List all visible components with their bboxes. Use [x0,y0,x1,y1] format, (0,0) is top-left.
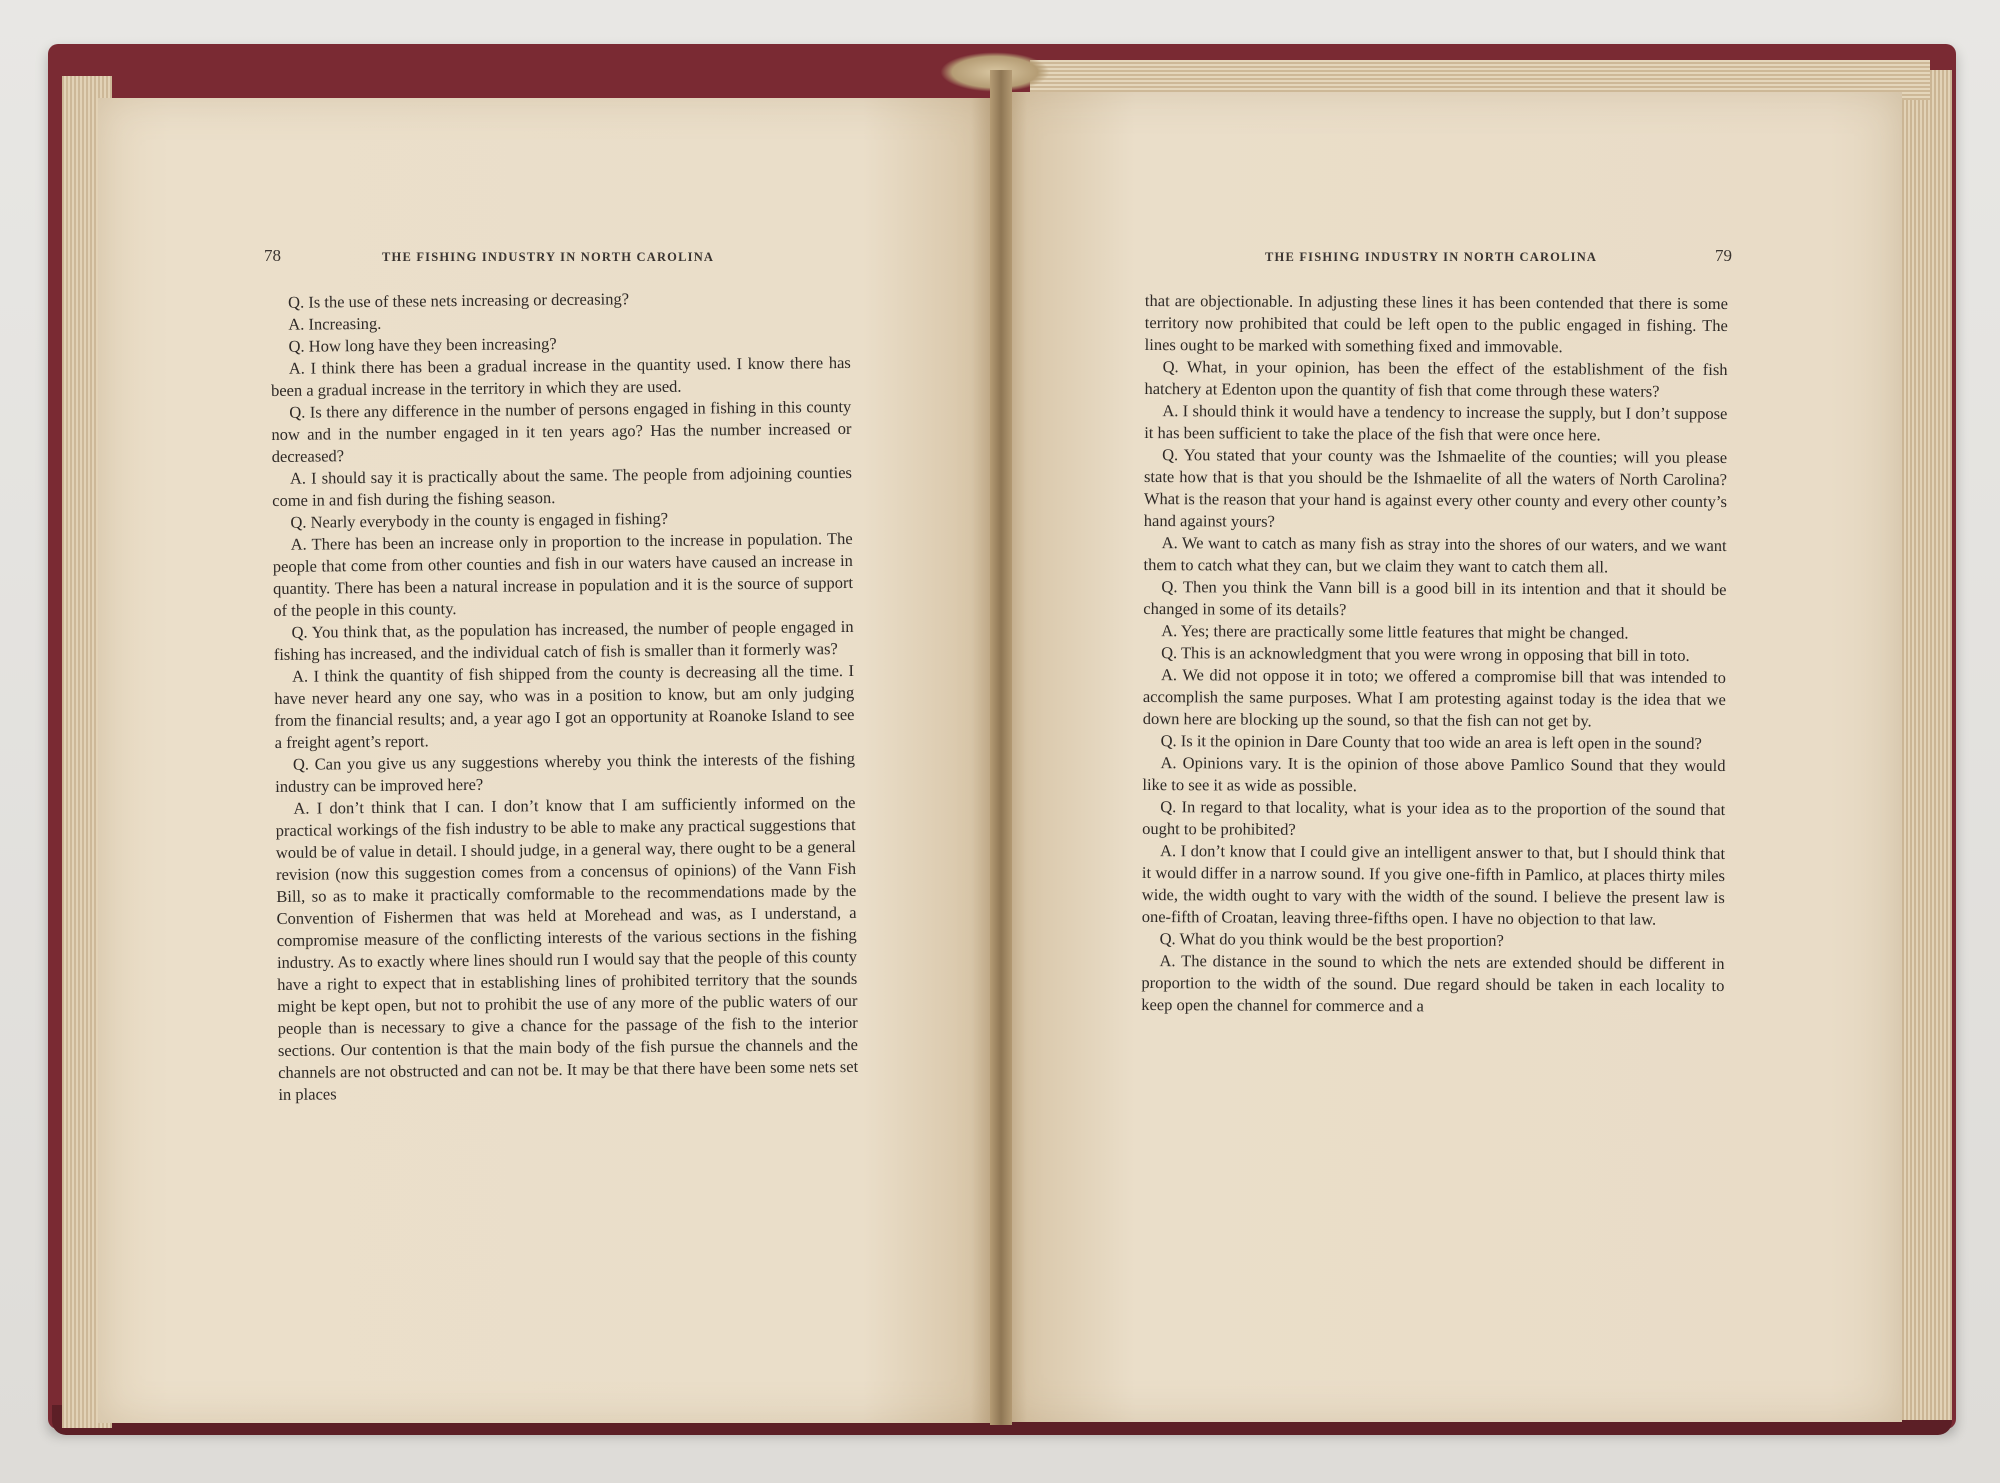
paragraph: Q. What, in your opinion, has been the effect of the establishment of the fish hatchery at Edenton upon the quantity of fish that come through these waters? [1144,357,1728,401]
paragraph: Q. This is an acknowledgment that you were wrong in opposing that bill in toto. [1161,643,1690,665]
left-page-header [262,246,862,274]
paragraph: Q. Nearly everybody in the county is engaged in fishing? [290,508,669,532]
left-running-head: THE FISHING INDUSTRY IN NORTH CAROLINA [382,250,715,264]
right-page-header [1145,246,1745,274]
right-page-edges [1900,70,1952,1420]
paragraph: Q. Is the use of these nets increasing or decreasing? [288,289,630,312]
paragraph: Q. In regard to that locality, what is your idea as to the proportion of the sound that ought to be prohibited? [1142,797,1726,839]
paragraph: that are objectionable. In adjusting these lines it has been contended that there is some territory now prohibited that could be left open to the public engaged in fishing. The lines ought to be marked with something fixed and immovable. [1144,291,1728,357]
paragraph: A. Yes; there are practically some little features that might be changed. [1161,621,1629,643]
book-gutter [990,70,1012,1425]
paragraph: A. I should think it would have a tendency to increase the supply, but I don’t suppose it has been sufficient to take the place of the fish that were once here. [1144,401,1728,445]
paragraph: Q. Then you think the Vann bill is a good bill in its intention and that it should be changed in some of its details? [1143,577,1727,620]
paragraph: Q. What do you think would be the best proportion? [1159,929,1504,950]
paragraph: A. I should say it is practically about the same. The people from adjoining counties come in and fish during the fishing season. [272,462,853,510]
right-page-number: 79 [1715,246,1732,265]
paragraph: A. We want to catch as many fish as stray into the shores of our waters, and we want them to catch what they can, but we claim they want to catch them all. [1143,533,1727,577]
left-page-text [270,286,858,1106]
paragraph: Q. You stated that your county was the Ishmaelite of the counties; will you please state how that is that you should be the Ishmaelite of all the waters of North Carolina? What is the reason that your hand is against every other county and every other county’s hand against yours? [1143,445,1728,531]
paragraph: A. I think the quantity of fish shipped from the county is decreasing all the time. I have never heard any one say, who was in a position to know, but am only judging from the financial results; and, a year ago I got an opportunity at Roanoke Island to see a freight agent’s report. [274,660,855,752]
paragraph: Q. Is there any difference in the number of persons engaged in fishing in this county now and in the number engaged in it ten years ago? Has the number increased or decreased? [271,396,852,466]
right-page-text [1141,290,1728,1019]
paragraph: A. I don’t think that I can. I don’t know that I am sufficiently informed on the practical workings of the fish industry to be able to make any practical suggestions that would be of value in detail. I should judge, in a general way, there ought to be a general revision (now this suggestion comes from a concensus of opinions) of the Vann Fish Bill, so as to make it practically comformable to the recommendations made by the Convention of Fishermen that was held at Morehead and was, as I understand, a compromise measure of the conflicting interests of the various sections in the fishing industry. As to exactly where lines should run I would say that the people of this county have a right to expect that in establishing lines of prohibited territory that the sounds might be kept open, but not to prohibit the use of any more of the public waters of our people than is necessary to give a chance for the passage of the fish to the interior sections. Our contention is that the main body of the fish pursue the channels and the channels are not obstructed and can not be. It may be that there have been some nets set in places [275,792,859,1104]
left-page-number: 78 [264,246,281,265]
paragraph: A. Increasing. [288,313,382,334]
paragraph: A. I think there has been a gradual increase in the quantity used. I know there has been a gradual increase in the territory in which they are used. [270,352,851,400]
right-running-head: THE FISHING INDUSTRY IN NORTH CAROLINA [1265,250,1598,264]
paragraph: A. The distance in the sound to which the nets are extended should be different in proportion to the width of the sound. Due regard should be taken in each locality to keep open the channel for commerce and a [1141,951,1725,1016]
paragraph: Q. You think that, as the population has increased, the number of people engaged in fishing has increased, and the individual catch of fish is smaller than it formerly was? [273,616,854,664]
paragraph: Q. Can you give us any suggestions whereby you think the interests of the fishing industry can be improved here? [275,748,856,796]
paragraph: A. Opinions vary. It is the opinion of those above Pamlico Sound that they would like to see it as wide as possible. [1142,753,1726,796]
paragraph: A. There has been an increase only in proportion to the increase in population. The people that come from other counties and fish in our waters have caused an increase in quantity. There has been a natural increase in population and it is the source of support of the people in this county. [272,528,854,620]
paragraph: Q. How long have they been increasing? [288,334,557,356]
paragraph: A. We did not oppose it in toto; we offered a compromise bill that was intended to accomplish the same purposes. What I am protesting against today is the idea that we down here are blocking up the sound, so that the fish can not get by. [1142,665,1727,731]
paragraph: Q. Is it the opinion in Dare County that too wide an area is left open in the sound? [1160,731,1702,753]
paragraph: A. I don’t know that I could give an intelligent answer to that, but I should think that it would differ in a narrow sound. If you give one-fifth in Pamlico, at places thirty miles wide, the width ought to vary with the width of the sound. I believe the present law is one-fifth of Croatan, leaving three-fifths open. I have no objection to that law. [1141,841,1726,929]
